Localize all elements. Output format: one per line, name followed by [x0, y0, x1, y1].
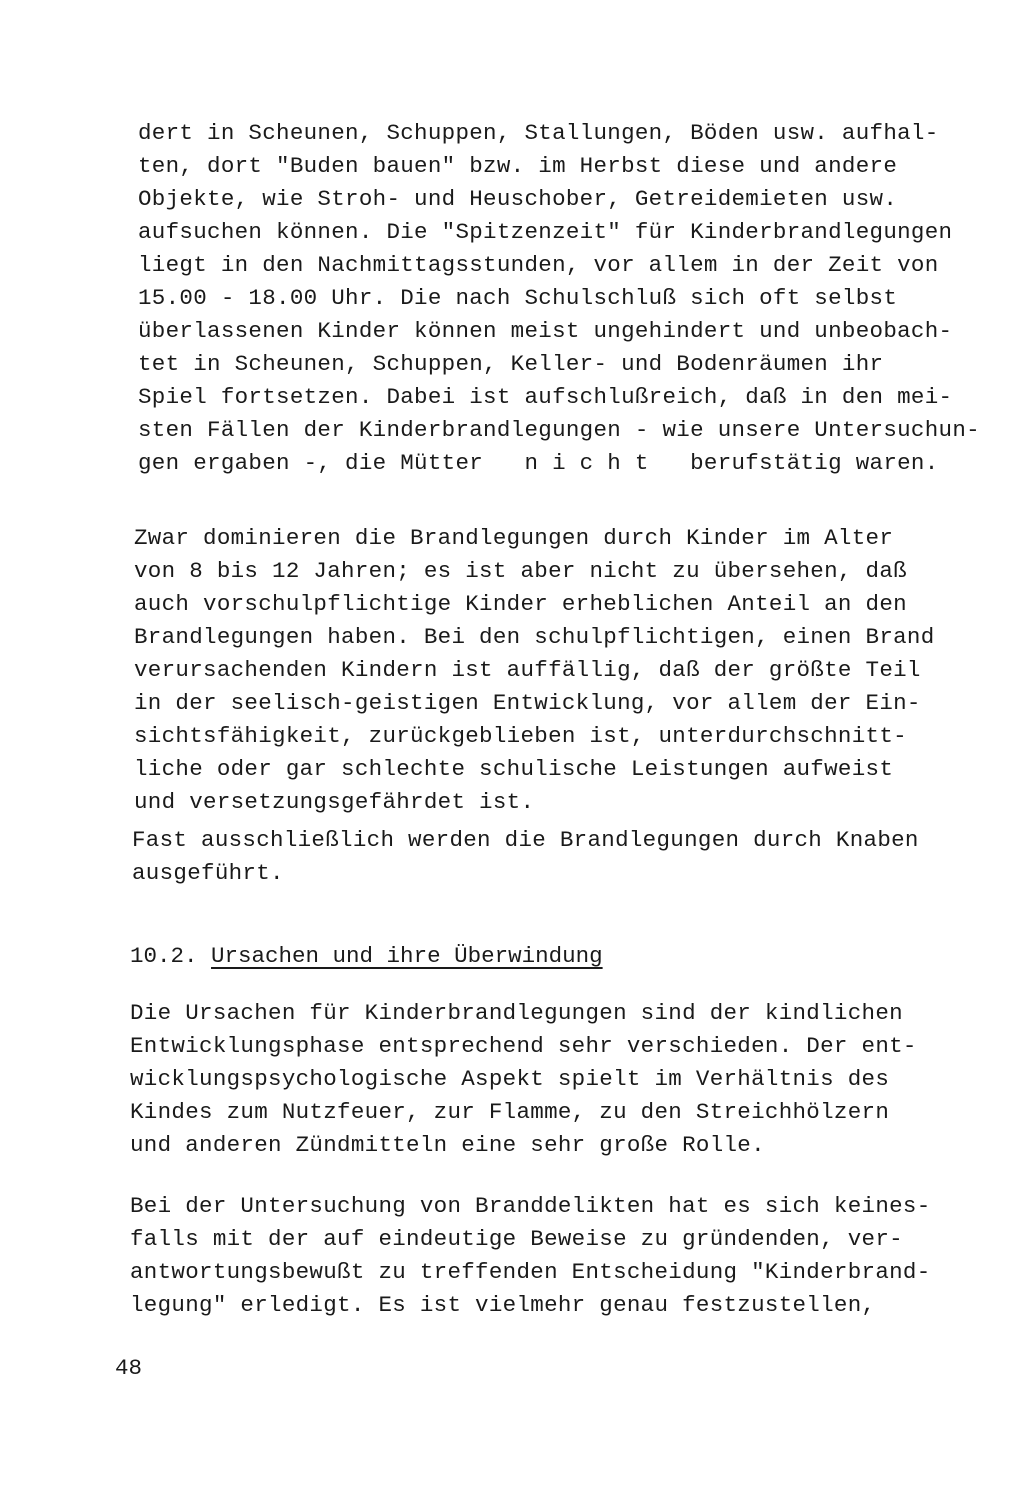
text-line: gen ergaben -, die Mütter n i c h t berufstätig waren. [138, 450, 939, 476]
text-line: Fast ausschließlich werden die Brandlegungen durch Knaben [132, 827, 919, 853]
text-line: ten, dort "Buden bauen" bzw. im Herbst diese und andere [138, 153, 898, 179]
text-line: und versetzungsgefährdet ist. [134, 789, 535, 815]
paragraph-1 [138, 117, 980, 480]
section-number: 10.2. [130, 943, 198, 969]
paragraph-4 [130, 997, 917, 1162]
section-title: Ursachen und ihre Überwindung [211, 943, 603, 969]
text-line: Entwicklungsphase entsprechend sehr verschieden. Der ent- [130, 1033, 917, 1059]
text-line: ausgeführt. [132, 860, 284, 886]
text-line: von 8 bis 12 Jahren; es ist aber nicht zu übersehen, daß [134, 558, 907, 584]
text-line: antwortungsbewußt zu treffenden Entscheidung "Kinderbrand- [130, 1259, 931, 1285]
text-line: Brandlegungen haben. Bei den schulpflichtigen, einen Brand [134, 624, 935, 650]
text-line: in der seelisch-geistigen Entwicklung, vor allem der Ein- [134, 690, 921, 716]
text-line: sichtsfähigkeit, zurückgeblieben ist, unterdurchschnitt- [134, 723, 907, 749]
text-line: tet in Scheunen, Schuppen, Keller- und Bodenräumen ihr [138, 351, 884, 377]
text-line: falls mit der auf eindeutige Beweise zu gründenden, ver- [130, 1226, 903, 1252]
text-line: 15.00 - 18.00 Uhr. Die nach Schulschluß sich oft selbst [138, 285, 898, 311]
paragraph-3 [132, 824, 919, 890]
paragraph-5 [130, 1190, 931, 1322]
text-line: und anderen Zündmitteln eine sehr große Rolle. [130, 1132, 765, 1158]
text-line: Die Ursachen für Kinderbrandlegungen sind der kindlichen [130, 1000, 903, 1026]
text-line: Bei der Untersuchung von Branddelikten hat es sich keines- [130, 1193, 931, 1219]
text-line: liegt in den Nachmittagsstunden, vor allem in der Zeit von [138, 252, 939, 278]
text-line: sten Fällen der Kinderbrandlegungen - wie unsere Untersuchun- [138, 417, 980, 443]
section-heading [130, 940, 603, 973]
page-number: 48 [115, 1355, 143, 1381]
text-line: legung" erledigt. Es ist vielmehr genau festzustellen, [130, 1292, 876, 1318]
text-line: Spiel fortsetzen. Dabei ist aufschlußreich, daß in den mei- [138, 384, 953, 410]
text-line: verursachenden Kindern ist auffällig, daß der größte Teil [134, 657, 921, 683]
text-line: wicklungspsychologische Aspekt spielt im Verhältnis des [130, 1066, 890, 1092]
text-line: liche oder gar schlechte schulische Leistungen aufweist [134, 756, 894, 782]
paragraph-2 [134, 522, 935, 819]
text-line: Zwar dominieren die Brandlegungen durch Kinder im Alter [134, 525, 894, 551]
text-line: Kindes zum Nutzfeuer, zur Flamme, zu den Streichhölzern [130, 1099, 890, 1125]
text-line: dert in Scheunen, Schuppen, Stallungen, Böden usw. aufhal- [138, 120, 939, 146]
text-line: überlassenen Kinder können meist ungehindert und unbeobach- [138, 318, 953, 344]
text-line: auch vorschulpflichtige Kinder erheblichen Anteil an den [134, 591, 907, 617]
text-line: aufsuchen können. Die "Spitzenzeit" für Kinderbrandlegungen [138, 219, 953, 245]
text-line: Objekte, wie Stroh- und Heuschober, Getreidemieten usw. [138, 186, 898, 212]
